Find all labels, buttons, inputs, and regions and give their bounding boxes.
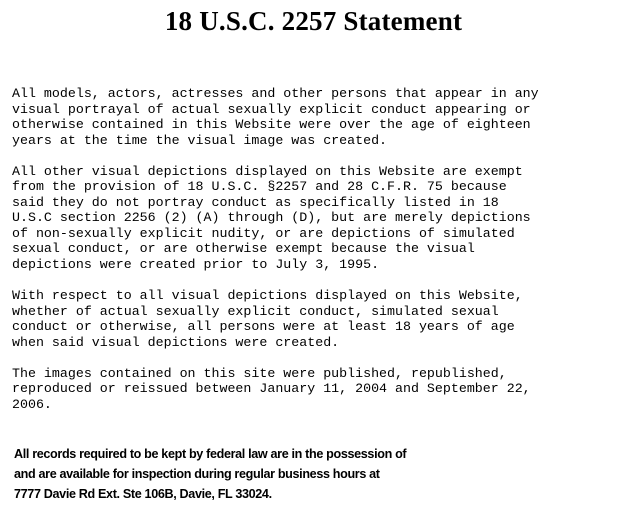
paragraph-models-age: All models, actors, actresses and other persons that appear in any visual portrayal of actual sexually explicit conduct appearing or otherwise contained in this Website were over the age of eighteen years at the time the visual image was created. [12, 86, 539, 148]
records-line-2: and are available for inspection during regular business hours at [14, 467, 380, 481]
records-notice [14, 444, 614, 504]
statement-body [12, 86, 622, 428]
paragraph-exemption: All other visual depictions displayed on this Website are exempt from the provision of 18 U.S.C. §2257 and 28 C.F.R. 75 because said they do not portray conduct as specifically listed in 18 U.S.C section 2256 (2) (A) through (D), but are merely depictions of non-sexually explicit nudity, or are depictions of simulated sexual conduct, or are otherwise exempt because the visual depictions were created prior to July 3, 1995. [12, 163, 531, 272]
records-line-1: All records required to be kept by federal law are in the possession of [14, 447, 407, 461]
paragraph-age-requirement: With respect to all visual depictions displayed on this Website, whether of actual sexually explicit conduct, simulated sexual conduct or otherwise, all persons were at least 18 years of age when said visual depictions were created. [12, 288, 523, 350]
page-title: 18 U.S.C. 2257 Statement [164, 6, 463, 36]
records-address: 7777 Davie Rd Ext. Ste 106B, Davie, FL 33024. [14, 487, 272, 501]
paragraph-publication-dates: The images contained on this site were published, republished, reproduced or reissued between January 11, 2004 and September 22, 2006. [12, 365, 531, 412]
